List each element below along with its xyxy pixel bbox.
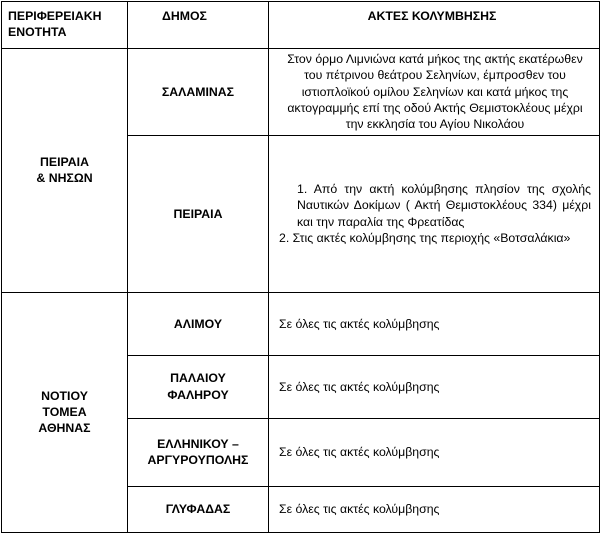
header-row xyxy=(2,2,600,49)
beaches-list-item: 1. Από την ακτή κολύμβησης πλησίον της σχολής Ναυτικών Δοκίμων ( Ακτή Θεμιστοκλέους 334) μέχρι και την παραλία της Φρεατίδας xyxy=(297,182,591,229)
dimos-cell-salamina: ΣΑΛΑΜΙΝΑΣ xyxy=(128,49,269,136)
dimos-cell-glyfada: ΓΛΥΦΑΔΑΣ xyxy=(128,486,269,532)
dimos-cell-piraeus: ΠΕΙΡΑΙΑ xyxy=(128,135,269,292)
dimos-name-line: ΠΑΛΑΙΟΥ xyxy=(170,371,226,386)
beaches-list-item: 2. Στις ακτές κολύμβησης της περιοχής «Βοτσαλάκια» xyxy=(279,231,571,246)
region-cell-south-athens xyxy=(2,292,128,532)
dimos-cell-palaio-faliro xyxy=(128,355,269,418)
header-beaches: ΑΚΤΕΣ ΚΟΛΥΜΒΗΣΗΣ xyxy=(269,2,600,49)
beaches-cell-elliniko: Σε όλες τις ακτές κολύμβησης xyxy=(269,418,600,486)
region-name-line: ΤΟΜΕΑ xyxy=(42,405,87,420)
dimos-cell-elliniko xyxy=(128,418,269,486)
region-name-line: & ΝΗΣΩΝ xyxy=(36,171,93,186)
dimos-name-line: ΕΛΛΗΝΙΚΟΥ – xyxy=(157,436,239,451)
region-name-line: ΑΘΗΝΑΣ xyxy=(38,421,91,436)
region-name-line: ΝΟΤΙΟΥ xyxy=(41,388,88,403)
beaches-cell-alimos: Σε όλες τις ακτές κολύμβησης xyxy=(269,292,600,355)
header-dimos: ΔΗΜΟΣ xyxy=(128,2,269,49)
beaches-cell-glyfada: Σε όλες τις ακτές κολύμβησης xyxy=(269,486,600,532)
beaches-table xyxy=(1,1,600,533)
beaches-cell-piraeus xyxy=(269,135,600,292)
beaches-cell-salamina: Στον όρμο Λιμνιώνα κατά μήκος της ακτής εκατέρωθεν του πέτρινου θεάτρου Σεληνίων, έμπροσθεν του ιστιοπλοϊκού ομίλου Σεληνίων και κατά μήκος της ακτογραμμής επί της οδού Ακτής Θεμιστοκλέους μέχρι την εκκλησία του Αγίου Νικολάου xyxy=(269,49,600,136)
table-row xyxy=(2,292,600,355)
dimos-cell-alimos: ΑΛΙΜΟΥ xyxy=(128,292,269,355)
dimos-name-line: ΑΡΓΥΡΟΥΠΟΛΗΣ xyxy=(147,453,249,468)
table-row xyxy=(2,49,600,136)
region-name-line: ΠΕΙΡΑΙΑ xyxy=(40,155,89,170)
dimos-name-line: ΦΑΛΗΡΟΥ xyxy=(167,387,229,402)
header-region: ΠΕΡΙΦΕΡΕΙΑΚΗ ΕΝΟΤΗΤΑ xyxy=(2,2,128,49)
region-cell-piraeus xyxy=(2,49,128,293)
beaches-cell-palaio-faliro: Σε όλες τις ακτές κολύμβησης xyxy=(269,355,600,418)
